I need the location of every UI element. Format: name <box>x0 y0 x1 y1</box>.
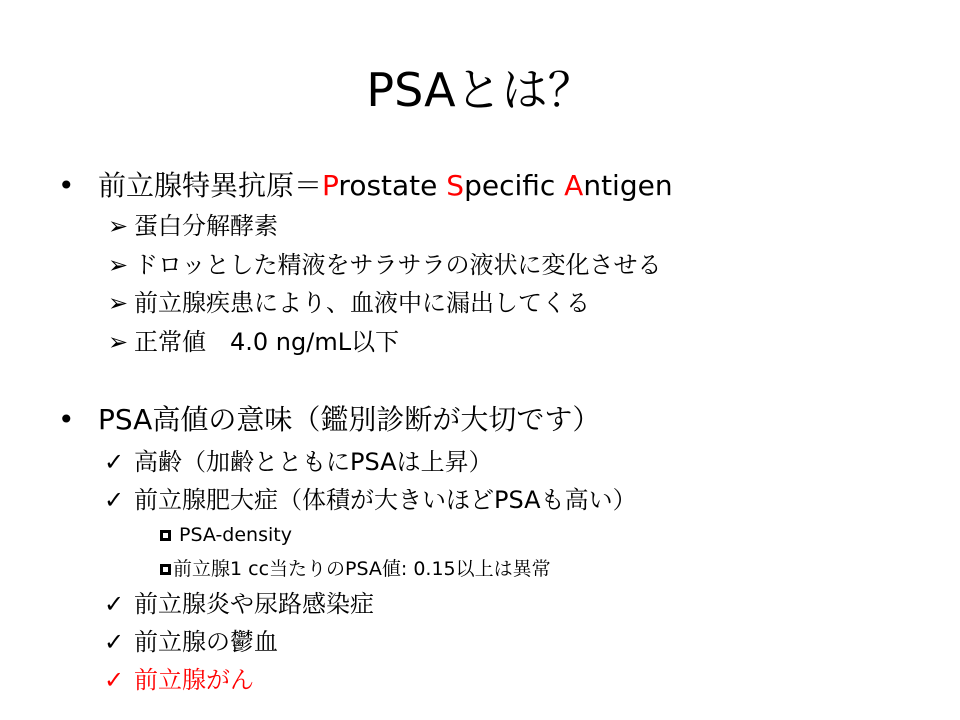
list-item <box>108 287 590 319</box>
list-item <box>104 484 637 516</box>
list-item-text: 高齢（加齢とともにPSAは上昇） <box>134 448 493 476</box>
sub-list-item <box>160 556 551 582</box>
acronym-letter-p: P <box>322 169 339 202</box>
sub-list-item <box>160 522 292 548</box>
sub-list-item-text: PSA-density <box>179 524 292 546</box>
heading-prefix: 前立腺特異抗原＝ <box>98 169 323 202</box>
list-item-text: 前立腺疾患により、血液中に漏出してくる <box>134 289 590 317</box>
square-bullet-icon <box>160 530 171 541</box>
check-icon: ✓ <box>104 628 125 656</box>
list-item <box>108 210 278 242</box>
arrow-icon: ➢ <box>108 251 129 279</box>
list-item-text: 正常値 4.0 ng/mL以下 <box>134 328 400 356</box>
slide-title: PSAとは？ <box>366 63 594 117</box>
check-icon: ✓ <box>104 666 125 694</box>
list-item <box>104 588 374 620</box>
list-item-text: ドロッとした精液をサラサラの液状に変化させる <box>134 251 662 279</box>
list-item <box>108 249 662 281</box>
list-item-text: 前立腺がん <box>134 666 254 694</box>
acronym-rest-p: rostate <box>338 169 447 202</box>
acronym-rest-s: pecific <box>464 169 565 202</box>
bullet-dot: • <box>58 403 75 436</box>
list-item <box>108 326 399 358</box>
list-item-text: 前立腺の鬱血 <box>134 628 278 656</box>
check-icon: ✓ <box>104 590 125 618</box>
list-item-text: 前立腺肥大症（体積が大きいほどPSAも高い） <box>134 486 637 514</box>
list-item <box>104 626 278 658</box>
arrow-icon: ➢ <box>108 212 129 240</box>
list-item <box>104 446 493 478</box>
acronym-letter-s: S <box>446 169 465 202</box>
arrow-icon: ➢ <box>108 328 129 356</box>
sub-list-item-text: 前立腺1 cc当たりのPSA値: 0.15以上は異常 <box>173 558 551 580</box>
check-icon: ✓ <box>104 448 125 476</box>
square-bullet-icon <box>160 564 171 575</box>
arrow-icon: ➢ <box>108 289 129 317</box>
list-item-text: 蛋白分解酵素 <box>134 212 278 240</box>
acronym-rest-a: ntigen <box>583 169 673 202</box>
check-icon: ✓ <box>104 486 125 514</box>
section2-heading-text: PSA高値の意味（鑑別診断が大切です） <box>98 403 601 436</box>
list-item-text: 前立腺炎や尿路感染症 <box>134 590 374 618</box>
section1-heading <box>52 168 673 204</box>
acronym-letter-a: A <box>564 169 584 202</box>
list-item-highlighted <box>104 664 254 696</box>
bullet-dot: • <box>58 169 75 202</box>
section2-heading <box>52 402 600 438</box>
